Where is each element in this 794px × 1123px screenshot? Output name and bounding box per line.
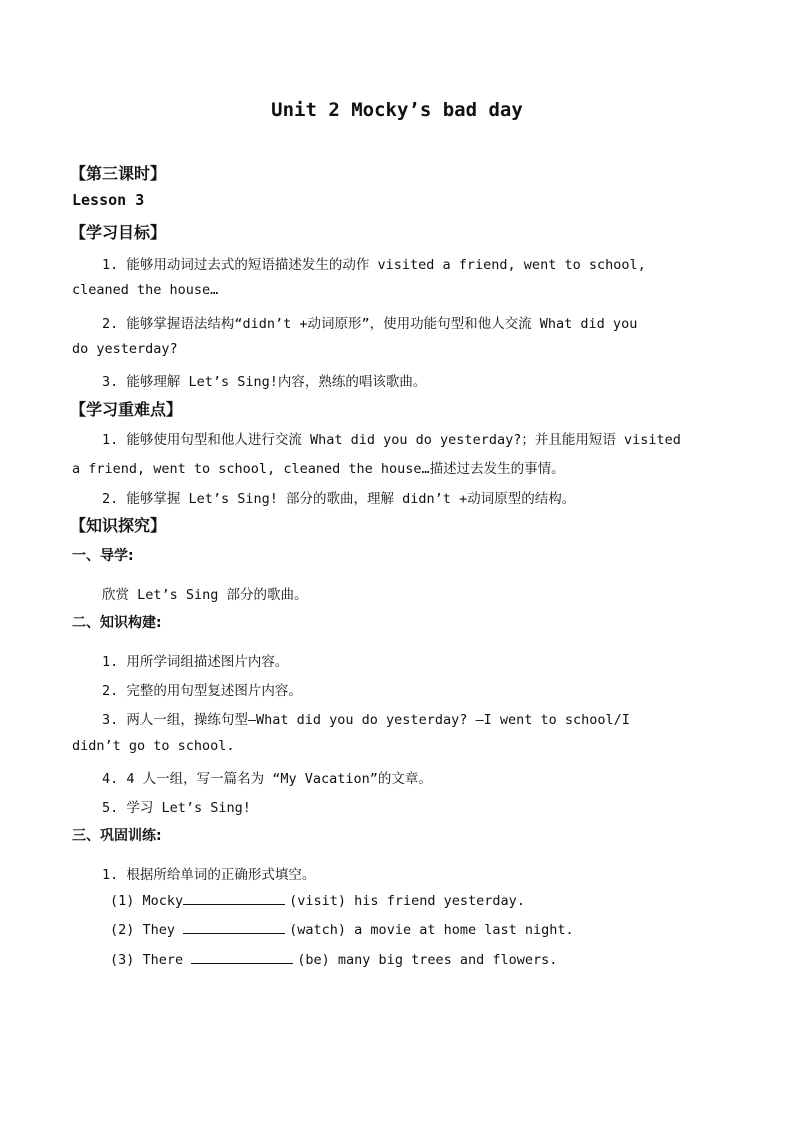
period-heading: 【第三课时】 xyxy=(70,164,167,183)
question-3-blank[interactable] xyxy=(191,951,293,964)
question-3-prefix: (3) There xyxy=(110,952,192,968)
lesson-label: Lesson 3 xyxy=(72,191,145,209)
key-point-1-line-2: a friend, went to school, cleaned the house…描述过去发生的事情。 xyxy=(72,461,565,477)
practice-heading: 三、巩固训练: xyxy=(72,828,162,844)
objectives-heading: 【学习目标】 xyxy=(70,223,167,242)
objective-3: 3. 能够理解 Let’s Sing!内容，熟练的唱该歌曲。 xyxy=(102,374,427,390)
question-2-prefix: (2) They xyxy=(110,922,184,938)
question-1-prefix: (1) Mocky xyxy=(110,893,184,909)
key-point-2: 2. 能够掌握 Let’s Sing! 部分的歌曲，理解 didn’t +动词原型的结构。 xyxy=(102,491,576,507)
build-item-1: 1. 用所学词组描述图片内容。 xyxy=(102,654,289,670)
objective-2-line-2: do yesterday? xyxy=(72,341,178,357)
guide-heading: 一、导学: xyxy=(72,548,134,564)
build-item-4: 4. 4 人一组，写一篇名为 “My Vacation”的文章。 xyxy=(102,771,432,787)
key-point-1-line-1: 1. 能够使用句型和他人进行交流 What did you do yesterday?；并且能用短语 visited xyxy=(102,432,681,448)
question-1-suffix: (visit) his friend yesterday. xyxy=(289,893,525,909)
question-3 xyxy=(110,951,557,968)
objective-2-line-1: 2. 能够掌握语法结构“didn’t +动词原形”，使用功能句型和他人交流 What did you xyxy=(102,316,638,332)
question-3-suffix: (be) many big trees and flowers. xyxy=(297,952,558,968)
guide-text: 欣赏 Let’s Sing 部分的歌曲。 xyxy=(102,587,308,603)
document-title: Unit 2 Mocky’s bad day xyxy=(271,99,523,121)
question-1-blank[interactable] xyxy=(183,892,285,905)
build-heading: 二、知识构建: xyxy=(72,615,162,631)
question-1 xyxy=(110,892,525,909)
question-2 xyxy=(110,921,574,938)
objective-1-line-1: 1. 能够用动词过去式的短语描述发生的动作 visited a friend, went to school, xyxy=(102,257,646,273)
objective-1-line-2: cleaned the house… xyxy=(72,282,219,298)
build-item-3-line-1: 3. 两人一组，操练句型—What did you do yesterday? —I went to school/I xyxy=(102,712,630,728)
build-item-5: 5. 学习 Let’s Sing! xyxy=(102,800,251,816)
build-item-3-line-2: didn’t go to school. xyxy=(72,738,235,754)
exploration-heading: 【知识探究】 xyxy=(70,516,167,535)
question-2-suffix: (watch) a movie at home last night. xyxy=(289,922,574,938)
key-points-heading: 【学习重难点】 xyxy=(70,400,183,419)
question-2-blank[interactable] xyxy=(183,921,285,934)
practice-item-1: 1. 根据所给单词的正确形式填空。 xyxy=(102,867,316,883)
build-item-2: 2. 完整的用句型复述图片内容。 xyxy=(102,683,302,699)
